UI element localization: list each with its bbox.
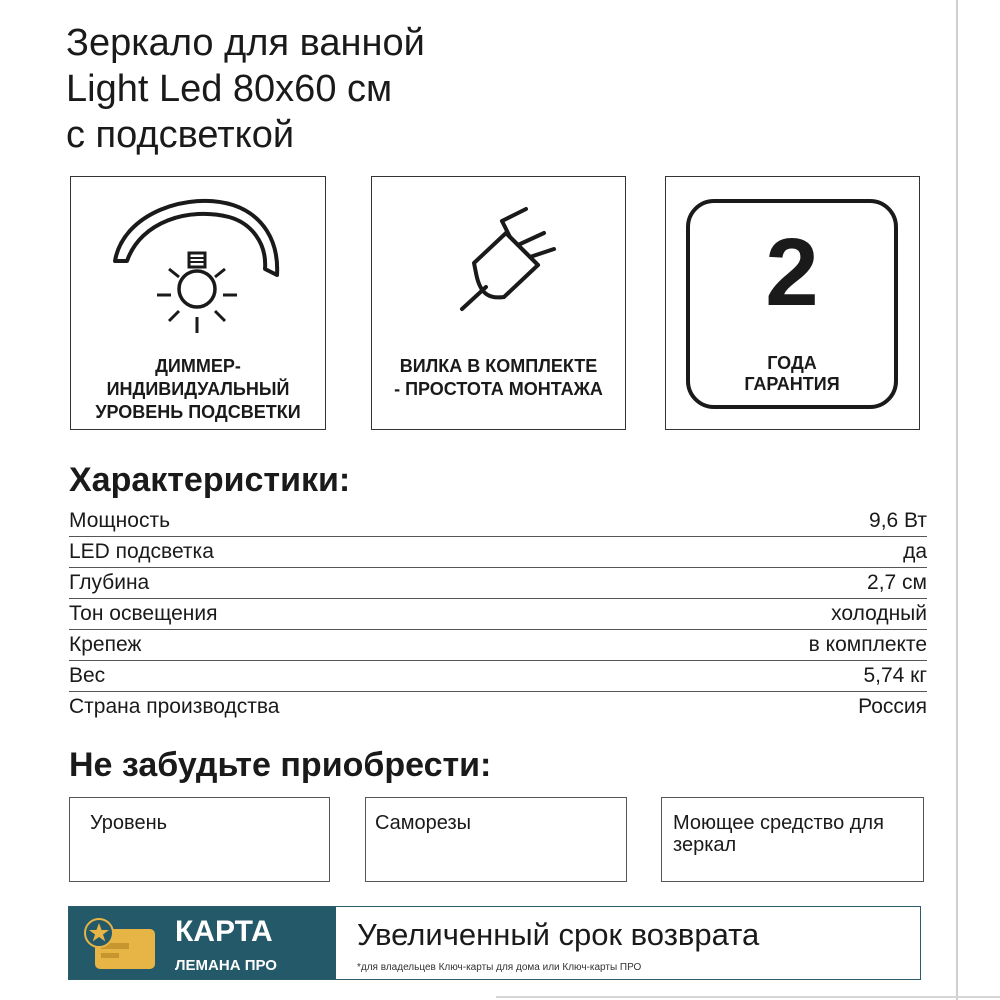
loyalty-card-block [69,907,336,979]
warranty-caption: ГОДА ГАРАНТИЯ [744,353,840,394]
dimmer-bulb-icon [71,177,327,353]
spec-label: Мощность [69,509,171,532]
spec-label: Крепеж [69,633,142,656]
loyalty-card-icon [81,915,161,973]
buy-item-label: Саморезы [375,812,472,834]
warranty-years: 2 [765,219,819,326]
spec-row [69,692,927,723]
buy-item-label: Моющее средство для зеркал [673,812,884,856]
spec-label: Глубина [69,571,150,594]
spec-label: Страна производства [69,695,280,718]
spec-row [69,630,927,661]
buy-item-cleaner [661,797,924,882]
spec-value: Россия [858,695,927,718]
spec-row [69,599,927,630]
product-title [66,20,425,158]
spec-value: в комплекте [808,633,927,656]
buy-heading: Не забудьте приобрести: [69,746,492,784]
bottom-divider [496,996,1000,998]
spec-value: да [903,540,927,563]
buy-item-label: Уровень [90,812,168,834]
spec-value: 2,7 см [867,571,927,594]
spec-row [69,568,927,599]
card-title: КАРТА [175,915,273,948]
spec-label: Вес [69,664,106,687]
feature-card-plug [371,176,626,430]
spec-value: 5,74 кг [863,664,927,687]
product-title-line: с подсветкой [66,114,295,156]
feature-card-dimmer [70,176,326,430]
buy-item-level [69,797,330,882]
loyalty-banner [68,906,921,980]
feature-card-warranty [665,176,920,430]
warranty-badge [686,199,898,409]
page-edge-divider [956,0,958,1000]
specs-table [69,506,927,723]
spec-label: LED подсветка [69,540,214,563]
plug-icon [372,177,627,353]
banner-headline: Увеличенный срок возврата [357,917,760,952]
feature-caption: ДИММЕР- ИНДИВИДУАЛЬНЫЙ УРОВЕНЬ ПОДСВЕТКИ [95,356,301,422]
spec-row [69,506,927,537]
buy-item-screws [365,797,627,882]
spec-row [69,661,927,692]
spec-value: 9,6 Вт [869,509,927,532]
product-title-line: Зеркало для ванной [66,22,425,64]
specs-heading: Характеристики: [69,461,351,499]
spec-value: холодный [831,602,927,625]
product-title-line: Light Led 80x60 см [66,68,393,110]
banner-footnote: *для владельцев Ключ-карты для дома или Ключ-карты ПРО [357,962,642,973]
spec-label: Тон освещения [69,602,218,625]
card-subtitle: ЛЕМАНА ПРО [175,957,277,974]
spec-row [69,537,927,568]
feature-caption: ВИЛКА В КОМПЛЕКТЕ - ПРОСТОТА МОНТАЖА [394,356,603,399]
